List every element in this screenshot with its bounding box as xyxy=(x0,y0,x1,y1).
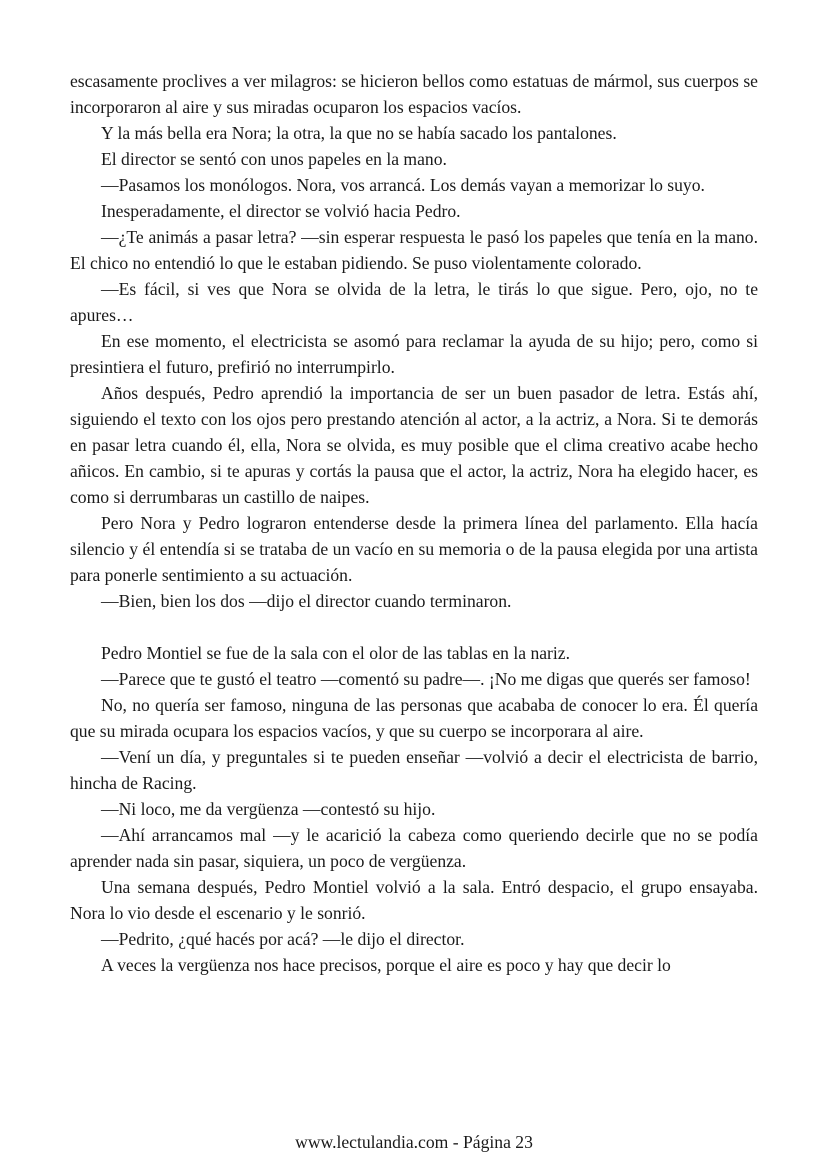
paragraph: —Bien, bien los dos —dijo el director cuando terminaron. xyxy=(101,591,512,611)
paragraph: —Ahí arrancamos mal —y le acarició la cabeza como queriendo decirle que no se podía aprender nada sin pasar, siquiera, un poco de vergüenza. xyxy=(70,825,758,871)
paragraph: escasamente proclives a ver milagros: se hicieron bellos como estatuas de mármol, sus cuerpos se incorporaron al aire y sus miradas ocuparon los espacios vacíos. xyxy=(70,71,758,117)
paragraph: —Pasamos los monólogos. Nora, vos arrancá. Los demás vayan a memorizar lo suyo. xyxy=(101,175,705,195)
paragraph: Inesperadamente, el director se volvió hacia Pedro. xyxy=(101,201,461,221)
section-break xyxy=(70,614,758,640)
paragraph: Una semana después, Pedro Montiel volvió a la sala. Entró despacio, el grupo ensayaba. Nora lo vio desde el escenario y le sonrió. xyxy=(70,877,758,923)
paragraph: —¿Te animás a pasar letra? —sin esperar respuesta le pasó los papeles que tenía en la mano. El chico no entendió lo que le estaban pidiendo. Se puso violentamente colorado. xyxy=(70,227,758,273)
paragraph: —Es fácil, si ves que Nora se olvida de la letra, le tirás lo que sigue. Pero, ojo, no te apures… xyxy=(70,279,758,325)
page-body xyxy=(70,68,758,978)
paragraph: El director se sentó con unos papeles en la mano. xyxy=(101,149,447,169)
paragraph: —Parece que te gustó el teatro —comentó su padre—. ¡No me digas que querés ser famoso! xyxy=(101,669,751,689)
paragraph: —Vení un día, y preguntales si te pueden enseñar —volvió a decir el electricista de barrio, hincha de Racing. xyxy=(70,747,758,793)
paragraph: —Ni loco, me da vergüenza —contestó su hijo. xyxy=(101,799,436,819)
paragraph: No, no quería ser famoso, ninguna de las personas que acababa de conocer lo era. Él quería que su mirada ocupara los espacios vacíos, y que su cuerpo se incorporara al aire. xyxy=(70,695,758,741)
paragraph: Años después, Pedro aprendió la importancia de ser un buen pasador de letra. Estás ahí, siguiendo el texto con los ojos pero prestando atención al actor, a la actriz, a Nora. Si te demorás en pasar letra cuando él, ella, Nora se olvida, es muy posible que el clima creativo acabe hecho añicos. En cambio, si te apuras y cortás la pausa que el actor, la actriz, Nora ha elegido hacer, es como si derrumbaras un castillo de naipes. xyxy=(70,383,758,507)
paragraph: —Pedrito, ¿qué hacés por acá? —le dijo el director. xyxy=(101,929,465,949)
paragraph: Pedro Montiel se fue de la sala con el olor de las tablas en la nariz. xyxy=(101,643,571,663)
paragraph: Pero Nora y Pedro lograron entenderse desde la primera línea del parlamento. Ella hacía silencio y él entendía si se trataba de un vacío en su memoria o de la pausa elegida por una artista para ponerle sentimiento a su actuación. xyxy=(70,513,758,585)
paragraph: A veces la vergüenza nos hace precisos, porque el aire es poco y hay que decir lo xyxy=(101,955,671,975)
page-footer: www.lectulandia.com - Página 23 xyxy=(295,1132,533,1152)
paragraph: En ese momento, el electricista se asomó para reclamar la ayuda de su hijo; pero, como si presintiera el futuro, prefirió no interrumpirlo. xyxy=(70,331,758,377)
paragraph: Y la más bella era Nora; la otra, la que no se había sacado los pantalones. xyxy=(101,123,617,143)
